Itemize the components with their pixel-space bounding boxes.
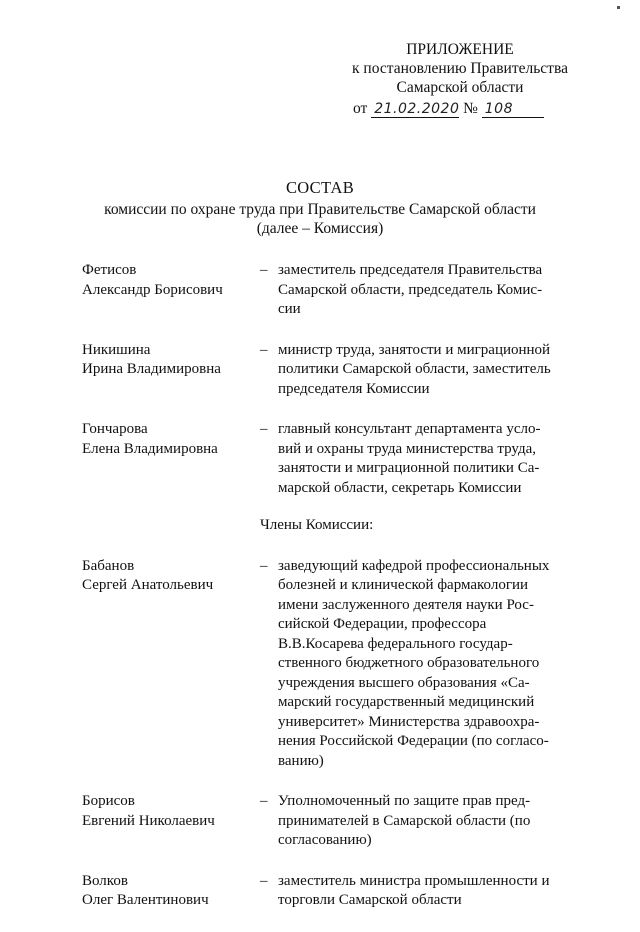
handwritten-date: 21.02.2020	[371, 101, 459, 118]
member-surname: Бабанов	[82, 557, 135, 574]
member-name	[82, 557, 260, 772]
scan-speck	[617, 6, 620, 9]
role-line: председателя Комиссии	[278, 380, 430, 397]
member-role	[278, 557, 556, 772]
member-name	[82, 420, 260, 498]
member-role	[278, 261, 556, 320]
role-line: марской области, секретарь Комиссии	[278, 479, 522, 496]
member-role	[278, 420, 556, 498]
role-line: заместитель министра промышленности и	[278, 872, 550, 889]
role-line: главный консультант департамента усло-	[278, 421, 541, 437]
role-line: болезней и клинической фармакологии	[278, 577, 529, 593]
role-line: сийской Федерации, профессора	[278, 616, 487, 632]
role-line: В.В.Косарева федерального государ-	[278, 635, 513, 652]
member-surname: Гончарова	[82, 421, 148, 437]
member-name	[82, 341, 260, 400]
role-line: учреждения высшего образования «Са-	[278, 674, 530, 691]
document-title: СОСТАВ	[285, 178, 355, 197]
role-line: Самарской области, председатель Комис-	[278, 281, 543, 298]
role-line: вий и охраны труда министерства труда,	[278, 440, 537, 457]
members-subheading: Члены Комиссии:	[260, 517, 374, 533]
role-line: заместитель председателя Правительства	[278, 262, 543, 278]
role-line: Уполномоченный по защите прав пред-	[278, 793, 531, 809]
member-name	[82, 792, 260, 851]
member-dash: –	[260, 262, 268, 278]
member-surname: Борисов	[82, 793, 135, 809]
role-line: ванию)	[278, 752, 324, 769]
member-row	[82, 792, 562, 851]
member-given-name: Александр Борисович	[82, 281, 223, 298]
member-row	[82, 261, 562, 320]
appendix-date-row	[320, 99, 600, 118]
member-role	[278, 792, 556, 851]
member-row	[82, 557, 562, 772]
number-prefix: №	[463, 100, 478, 117]
member-given-name: Ирина Владимировна	[82, 361, 221, 377]
member-dash: –	[260, 557, 268, 574]
role-line: политики Самарской области, заместитель	[278, 361, 551, 377]
member-name	[82, 261, 260, 320]
date-prefix: от	[353, 100, 368, 117]
title-block	[60, 178, 580, 239]
member-given-name: Евгений Николаевич	[82, 812, 215, 829]
document-subtitle: комиссии по охране труда при Правительстве Самарской области	[104, 200, 536, 218]
member-given-name: Сергей Анатольевич	[82, 577, 214, 593]
appendix-block	[320, 40, 600, 118]
role-line: согласованию)	[278, 832, 372, 848]
member-dash: –	[260, 421, 268, 437]
member-dash: –	[260, 341, 268, 358]
member-given-name: Олег Валентинович	[82, 892, 209, 908]
role-line: ственного бюджетного образовательного	[278, 655, 540, 671]
member-row	[82, 341, 562, 400]
appendix-title: ПРИЛОЖЕНИЕ	[406, 41, 514, 58]
role-line: нения Российской Федерации (по согласо-	[278, 733, 549, 749]
members-list	[82, 261, 562, 932]
role-line: марский государственный медицинский	[278, 694, 535, 710]
appendix-line-1: к постановлению Правительства	[352, 60, 568, 77]
member-role	[278, 341, 556, 400]
member-row	[82, 420, 562, 498]
role-line: торговли Самарской области	[278, 892, 462, 908]
role-line: заведующий кафедрой профессиональных	[278, 557, 550, 574]
member-surname: Фетисов	[82, 262, 137, 278]
member-surname: Волков	[82, 872, 128, 889]
role-line: занятости и миграционной политики Са-	[278, 460, 540, 476]
role-line: сии	[278, 301, 301, 317]
document-subtitle-2: (далее – Комиссия)	[256, 220, 384, 237]
role-line: университет» Министерства здравоохра-	[278, 713, 540, 730]
role-line: имени заслуженного деятеля науки Рос-	[278, 596, 534, 613]
role-line: принимателей в Самарской области (по	[278, 812, 531, 829]
member-surname: Никишина	[82, 341, 151, 358]
member-given-name: Елена Владимировна	[82, 440, 218, 457]
member-dash: –	[260, 793, 268, 809]
role-line: министр труда, занятости и миграционной	[278, 341, 551, 358]
handwritten-number: 108	[482, 101, 544, 118]
appendix-line-2: Самарской области	[396, 79, 524, 96]
member-dash: –	[260, 872, 268, 889]
